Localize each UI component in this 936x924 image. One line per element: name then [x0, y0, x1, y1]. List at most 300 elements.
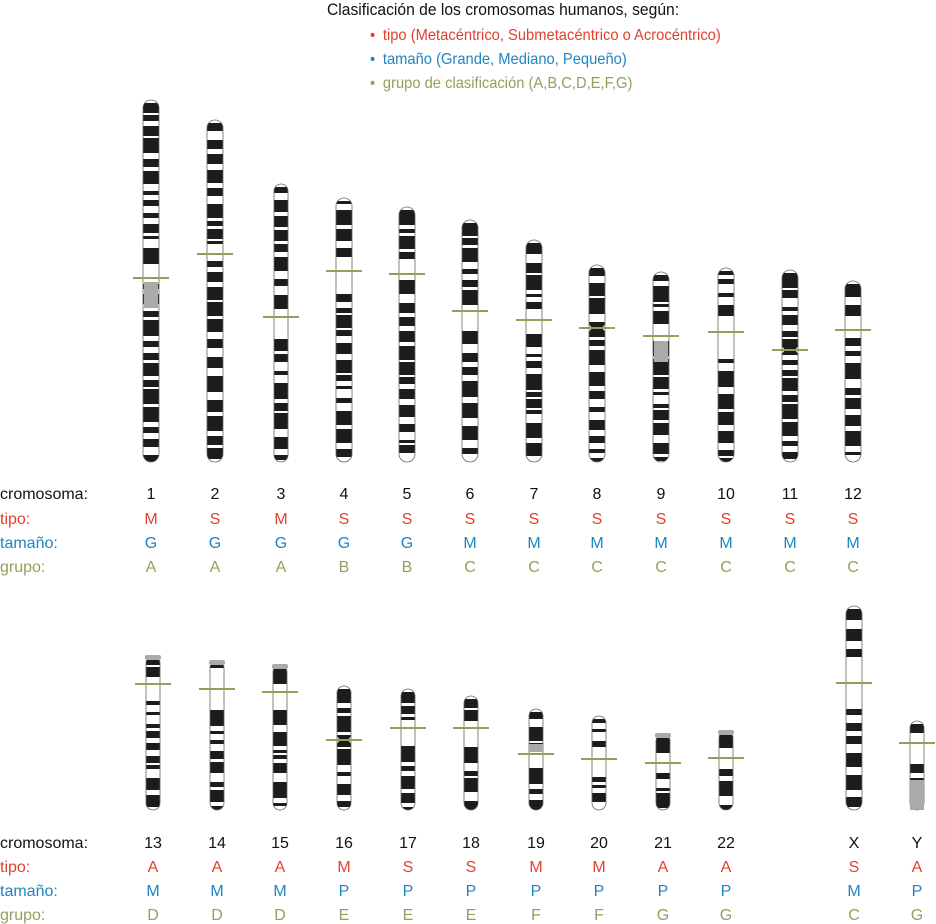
row2-tamano-21: P: [657, 883, 669, 900]
band: [653, 423, 669, 435]
band: [526, 361, 542, 368]
band: [782, 452, 798, 459]
row2-tipo-16: M: [337, 859, 351, 876]
chromatid-body: [529, 709, 543, 810]
row2-tamano-16: P: [338, 883, 350, 900]
band: [656, 737, 670, 753]
band: [207, 272, 223, 282]
band: [845, 452, 861, 455]
band: [143, 103, 159, 113]
diagram-title: Clasificación de los cromosomas humanos, según:: [327, 0, 680, 19]
band: [336, 294, 352, 302]
band: [782, 315, 798, 325]
row1-tamano-5: G: [400, 535, 414, 552]
row2-tipo-13: A: [147, 859, 159, 876]
band: [143, 353, 159, 360]
band: [653, 443, 669, 454]
row2-name-18: 18: [462, 835, 480, 852]
band: [846, 649, 862, 657]
band: [464, 778, 478, 792]
band: [274, 257, 288, 271]
band: [845, 338, 861, 346]
row2-name-21: 21: [654, 835, 672, 852]
row1-grupo-3: A: [275, 559, 287, 576]
chromosome-21: [645, 734, 681, 810]
band: [207, 261, 223, 267]
band: [336, 308, 352, 313]
band: [337, 784, 351, 795]
band: [336, 411, 352, 425]
band: [845, 284, 861, 297]
row2-grupo-x: C: [848, 907, 860, 924]
chromosome-8: [579, 265, 615, 462]
row2-tipo-x: S: [848, 859, 860, 876]
chromatid-body: [210, 661, 224, 810]
band: [718, 394, 734, 409]
band: [337, 801, 351, 807]
chromosome-1: [133, 100, 169, 462]
row1-tipo-7: S: [528, 511, 540, 528]
row1-tipo-1: M: [144, 511, 158, 528]
chromosome-17: [390, 689, 426, 810]
band: [782, 370, 798, 376]
row1-name-5: 5: [402, 486, 412, 503]
band: [589, 436, 605, 443]
band: [656, 793, 670, 808]
band: [719, 781, 733, 796]
band: [589, 298, 605, 314]
band: [207, 357, 223, 368]
row1-tipo-4: S: [338, 511, 350, 528]
band: [653, 377, 669, 389]
band: [526, 334, 542, 347]
row2-grupo-20: F: [594, 907, 604, 924]
band: [846, 723, 862, 731]
band: [592, 729, 606, 732]
band: [399, 389, 415, 399]
band: [146, 743, 160, 750]
band: [462, 331, 478, 344]
chromosome-12: [835, 281, 871, 462]
row1-grupo-9: C: [655, 559, 667, 576]
band: [526, 243, 542, 254]
row2-grupo-15: D: [274, 907, 286, 924]
chromosome-3: [263, 184, 299, 462]
band: [719, 769, 733, 776]
band: [653, 410, 669, 420]
band: [274, 295, 288, 309]
legend-item-grupo: • grupo de clasificación (A,B,C,D,E,F,G): [370, 72, 721, 96]
band: [846, 736, 862, 744]
band: [337, 772, 351, 776]
band: [399, 317, 415, 326]
chromosome-6: [452, 220, 488, 462]
band: [401, 692, 415, 703]
band: [146, 765, 160, 769]
row1-grupo-2: A: [209, 559, 221, 576]
band: [274, 200, 288, 212]
band: [273, 750, 287, 753]
band: [399, 362, 415, 375]
band-set: [399, 210, 415, 453]
band: [782, 331, 798, 337]
band: [274, 413, 288, 429]
row1-tamano-2: G: [208, 535, 222, 552]
row1-grupo-4: B: [338, 559, 350, 576]
band: [207, 302, 223, 316]
band: [718, 305, 734, 316]
band: [464, 710, 478, 721]
row1-name-12: 12: [844, 486, 862, 503]
row2-tamano-15: M: [273, 883, 287, 900]
chromosome-5: [389, 207, 425, 462]
band: [143, 115, 159, 121]
row2-tamano-17: P: [402, 883, 414, 900]
band: [143, 311, 159, 317]
band: [653, 404, 669, 408]
band: [782, 360, 798, 365]
band: [529, 789, 543, 794]
row1-name-10: 10: [717, 486, 735, 503]
row1-tamano-4: G: [337, 535, 351, 552]
band: [401, 776, 415, 789]
chromosome-x: [836, 606, 872, 810]
band: [653, 286, 669, 302]
row2-name-19: 19: [527, 835, 545, 852]
band: [401, 706, 415, 714]
row1-tamano-12: M: [846, 535, 860, 552]
row1-name-8: 8: [592, 486, 602, 503]
band: [143, 380, 159, 387]
band: [207, 204, 223, 218]
row2-name-15: 15: [271, 835, 289, 852]
band: [592, 793, 606, 802]
row1-tipo-3: M: [274, 511, 288, 528]
band: [782, 422, 798, 436]
row2-tipo-21: A: [657, 859, 669, 876]
band: [462, 238, 478, 245]
band: [207, 448, 223, 459]
row1-grupo-6: C: [464, 559, 476, 576]
band: [210, 751, 224, 759]
band: [207, 436, 223, 445]
band: [462, 223, 478, 236]
row2-label-cromosoma: cromosoma:: [0, 835, 89, 852]
band: [846, 753, 862, 767]
heterochromatin-block: [654, 341, 668, 362]
band: [782, 404, 798, 419]
band: [718, 412, 734, 425]
row2-name-14: 14: [208, 835, 226, 852]
band: [143, 389, 159, 404]
band: [782, 273, 798, 288]
chromosome-13: [135, 656, 171, 810]
band: [462, 367, 478, 375]
band: [336, 201, 352, 204]
band: [526, 354, 542, 357]
band: [336, 248, 352, 257]
band: [337, 749, 351, 765]
row1-tipo-5: S: [401, 511, 413, 528]
band: [846, 629, 862, 641]
row1-name-6: 6: [465, 486, 475, 503]
band: [718, 279, 734, 284]
band: [782, 395, 798, 402]
chromosome-9: [643, 272, 679, 462]
band: [526, 374, 542, 390]
band: [592, 719, 606, 723]
band: [592, 785, 606, 788]
band: [653, 275, 669, 281]
band: [526, 423, 542, 438]
row2-grupo-22: G: [719, 907, 733, 924]
band: [401, 746, 415, 762]
row1-label-tipo: tipo:: [0, 511, 31, 528]
band: [399, 405, 415, 417]
heterochromatin-block: [910, 780, 924, 810]
band: [464, 771, 478, 776]
legend-item-tipo: • tipo (Metacéntrico, Submetacéntrico o Acrocéntrico): [370, 24, 721, 48]
chromosome-11: [772, 270, 808, 462]
row2-label-tipo: tipo:: [0, 859, 31, 876]
band: [336, 330, 352, 336]
band: [273, 782, 287, 798]
row1-tipo-8: S: [591, 511, 603, 528]
row1-name-1: 1: [146, 486, 156, 503]
row2-name-16: 16: [335, 835, 353, 852]
row1-tipo-12: S: [847, 511, 859, 528]
row1-tipo-11: S: [784, 511, 796, 528]
band: [656, 788, 670, 791]
row1-tamano-11: M: [783, 535, 797, 552]
band: [719, 734, 733, 748]
band: [589, 420, 605, 430]
row1-tipo-6: S: [464, 511, 476, 528]
row2-tipo-y: A: [911, 859, 923, 876]
chromosome-14: [199, 661, 235, 810]
band: [207, 170, 223, 183]
row1-grupo-11: C: [784, 559, 796, 576]
band: [399, 440, 415, 443]
row2-name-x: X: [848, 835, 860, 852]
row2-grupo-19: F: [531, 907, 541, 924]
chromosome-18: [453, 696, 489, 810]
band: [399, 280, 415, 294]
row2-tamano-19: P: [530, 883, 542, 900]
row1-grupo-12: C: [847, 559, 859, 576]
band: [146, 778, 160, 790]
band: [274, 187, 288, 193]
band: [399, 331, 415, 342]
row1-tamano-1: G: [144, 535, 158, 552]
band: [146, 701, 160, 705]
band: [399, 445, 415, 453]
row1-tamano-7: M: [527, 535, 541, 552]
band: [718, 359, 734, 363]
band: [207, 123, 223, 131]
row1-label-tamano: tamaño:: [0, 535, 58, 552]
heterochromatin-block: [529, 744, 543, 752]
row2-name-22: 22: [717, 835, 735, 852]
band: [462, 403, 478, 418]
row2-tamano-13: M: [146, 883, 160, 900]
band: [146, 795, 160, 807]
band-set: [207, 123, 223, 459]
band: [399, 210, 415, 225]
band: [336, 398, 352, 403]
band: [337, 716, 351, 732]
chromosome-22: [708, 731, 744, 810]
band: [526, 275, 542, 290]
band: [274, 230, 288, 241]
band: [274, 244, 288, 252]
satellite-stalk: [718, 730, 734, 735]
band: [845, 415, 861, 426]
band: [592, 741, 606, 747]
band: [274, 403, 288, 411]
row2-name-y: Y: [911, 835, 923, 852]
band: [529, 768, 543, 784]
satellite-stalk: [209, 660, 225, 665]
band: [653, 304, 669, 307]
band: [589, 340, 605, 346]
band: [845, 431, 861, 446]
band: [143, 341, 159, 347]
band: [143, 138, 159, 153]
row1-grupo-1: A: [145, 559, 157, 576]
legend-item-tamano: • tamaño (Grande, Mediano, Pequeño): [370, 48, 721, 72]
band: [274, 354, 288, 362]
band: [274, 455, 288, 460]
band: [462, 290, 478, 305]
band: [526, 392, 542, 397]
band: [207, 400, 223, 412]
band: [653, 311, 669, 324]
band: [207, 319, 223, 332]
band: [207, 188, 223, 196]
row2-tamano-22: P: [720, 883, 732, 900]
row1-label-cromosoma: cromosoma:: [0, 486, 89, 503]
chromosome-20: [581, 716, 617, 810]
band: [718, 450, 734, 456]
band: [718, 271, 734, 275]
band: [401, 766, 415, 771]
band: [462, 248, 478, 262]
band: [143, 320, 159, 336]
row2-name-17: 17: [399, 835, 417, 852]
row2-tipo-15: A: [274, 859, 286, 876]
chromosome-7: [516, 240, 552, 462]
band: [210, 731, 224, 734]
band: [336, 343, 352, 354]
band: [207, 221, 223, 226]
band: [207, 140, 223, 149]
band: [464, 699, 478, 708]
band: [653, 392, 669, 395]
band: [462, 426, 478, 440]
band: [143, 363, 159, 376]
band: [143, 213, 159, 218]
band: [143, 439, 159, 447]
row1-grupo-7: C: [528, 559, 540, 576]
band: [782, 339, 798, 355]
row2-grupo-18: E: [465, 907, 477, 924]
band: [273, 668, 287, 684]
band: [336, 429, 352, 443]
band: [336, 210, 352, 225]
chromosome-4: [326, 198, 362, 462]
chromosome-19: [518, 709, 554, 810]
band: [529, 727, 543, 741]
row1-tamano-10: M: [719, 535, 733, 552]
chromosome-15: [262, 665, 298, 810]
band: [529, 712, 543, 719]
band: [210, 740, 224, 744]
band: [274, 216, 288, 227]
row1-name-3: 3: [276, 486, 286, 503]
row2-name-13: 13: [144, 835, 162, 852]
band: [399, 346, 415, 360]
band: [526, 443, 542, 456]
row1-tipo-2: S: [209, 511, 221, 528]
row2-tipo-19: M: [529, 859, 543, 876]
band: [399, 377, 415, 384]
row1-grupo-8: C: [591, 559, 603, 576]
band: [207, 241, 223, 244]
row1-grupo-10: C: [720, 559, 732, 576]
satellite-stalk: [655, 733, 671, 738]
band: [207, 287, 223, 300]
band: [782, 307, 798, 311]
band: [718, 431, 734, 443]
band: [399, 424, 415, 432]
chromosome-16: [326, 686, 362, 810]
band: [782, 378, 798, 391]
band: [146, 724, 160, 728]
band: [143, 248, 159, 264]
band: [589, 407, 605, 412]
row2-tamano-y: P: [911, 883, 923, 900]
band: [592, 777, 606, 782]
band: [589, 268, 605, 276]
chromosome-2: [197, 120, 233, 462]
band: [273, 710, 287, 725]
band: [210, 782, 224, 787]
band: [846, 775, 862, 790]
band: [589, 322, 605, 337]
band: [845, 398, 861, 409]
band: [273, 755, 287, 759]
row1-tamano-8: M: [590, 535, 604, 552]
band: [589, 283, 605, 296]
band: [526, 294, 542, 297]
band: [336, 360, 352, 373]
band: [143, 236, 159, 239]
band: [399, 229, 415, 233]
band: [143, 159, 159, 167]
row2-tamano-18: P: [465, 883, 477, 900]
band: [207, 229, 223, 239]
band: [207, 376, 223, 392]
row2-tamano-14: M: [210, 883, 224, 900]
heterochromatin-block: [144, 282, 158, 308]
row2-grupo-14: D: [211, 907, 223, 924]
band: [274, 383, 288, 399]
band: [143, 191, 159, 195]
satellite-stalk: [145, 655, 161, 660]
row2-grupo-17: E: [402, 907, 414, 924]
band: [589, 372, 605, 386]
